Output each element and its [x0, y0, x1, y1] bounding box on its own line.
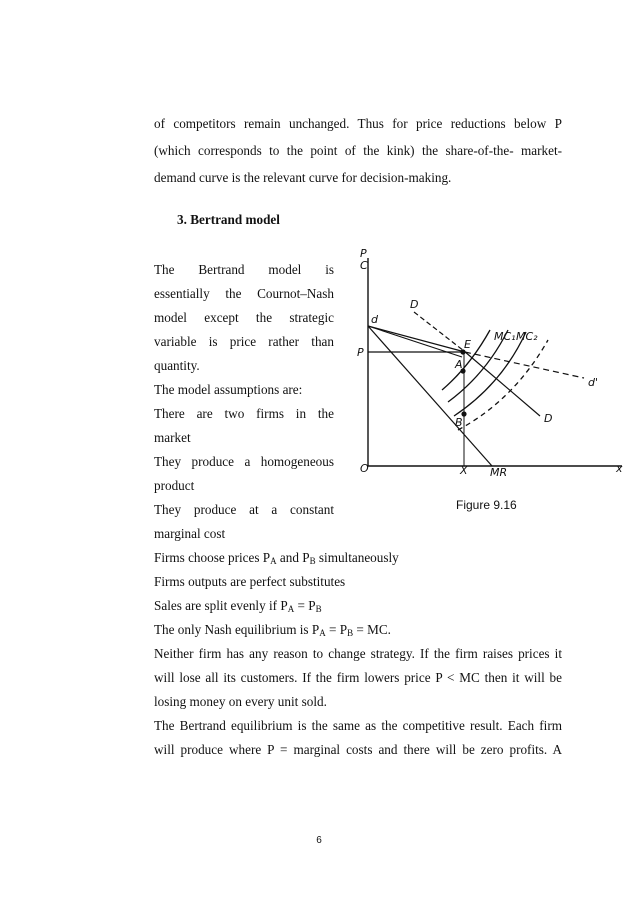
label-E: E — [464, 338, 471, 351]
label-MC1: MC₁ — [494, 330, 516, 343]
subscript-b: B — [315, 604, 322, 614]
subscript-b: B — [347, 628, 354, 638]
figure-caption: Figure 9.16 — [456, 498, 517, 512]
figure-9-16 — [352, 244, 632, 514]
assumptions-line5: product — [154, 478, 195, 493]
para2-line1: Neither firm has any reason to change strategy. If the firm raises prices it — [154, 646, 562, 661]
assumptions-line8-text2: and P — [276, 550, 310, 565]
demand-curve-d — [368, 326, 465, 352]
intro-line5: quantity. — [154, 358, 200, 373]
para3-line2: will produce where P = marginal costs and there will be zero profits. A — [154, 742, 562, 757]
para1-line1: of competitors remain unchanged. Thus for price reductions below P — [154, 116, 562, 131]
assumptions-line6: They produce at a constant — [154, 502, 334, 517]
assumptions-line11-text: The only Nash equilibrium is P — [154, 622, 320, 637]
assumptions-line11-text2: = P — [325, 622, 348, 637]
para2-line2: will lose all its customers. If the firm lowers price P < MC then it will be — [154, 670, 562, 685]
para3-line1: The Bertrand equilibrium is the same as the competitive result. Each firm — [154, 718, 562, 733]
subscript-a: A — [287, 604, 295, 614]
page-number: 6 — [316, 835, 322, 846]
subscript-a: A — [319, 628, 326, 638]
subscript-b: B — [309, 556, 316, 566]
assumptions-line2: There are two firms in the — [154, 406, 334, 421]
assumptions-line8-text: Firms choose prices P — [154, 550, 271, 565]
label-p-axis: P — [357, 346, 364, 359]
demand-curve-d-prime — [465, 352, 584, 378]
label-B: B — [455, 416, 463, 429]
label-O: O — [360, 462, 369, 475]
assumptions-line10-text2: = P — [294, 598, 316, 613]
mr-curve — [368, 326, 492, 466]
assumptions-line1: The model assumptions are: — [154, 382, 303, 397]
assumptions-line10 — [154, 598, 322, 614]
assumptions-line7: marginal cost — [154, 526, 226, 541]
label-d-prime: d' — [588, 376, 599, 389]
label-MR: MR — [490, 466, 508, 479]
section-heading: 3. Bertrand model — [177, 212, 280, 227]
assumptions-line4: They produce a homogeneous — [154, 454, 334, 469]
assumptions-line10-text: Sales are split evenly if P — [154, 598, 288, 613]
label-MC2: MC₂ — [516, 330, 538, 343]
label-d: d — [371, 313, 378, 326]
label-A: A — [455, 358, 463, 371]
label-c-top: C — [360, 259, 368, 272]
assumptions-line11-text3: = MC. — [353, 622, 391, 637]
intro-line3: model except the strategic — [154, 310, 334, 325]
label-D-top: D — [410, 298, 419, 311]
intro-line2: essentially the Cournot–Nash — [154, 286, 334, 301]
demand-curve-D — [464, 351, 540, 416]
label-X: X — [460, 464, 468, 477]
assumptions-line3: market — [154, 430, 191, 445]
intro-line4: variable is price rather than — [154, 334, 334, 349]
assumptions-line11 — [154, 622, 391, 638]
label-x-axis: x — [616, 462, 623, 475]
para2-line3: losing money on every unit sold. — [154, 694, 327, 709]
para1-line2: (which corresponds to the point of the kink) the share-of-the- market- — [154, 143, 562, 158]
subscript-a: A — [270, 556, 277, 566]
intro-line1: The Bertrand model is — [154, 262, 334, 277]
assumptions-line9: Firms outputs are perfect substitutes — [154, 574, 346, 589]
label-D-bottom: D — [544, 412, 553, 425]
label-p-top: P — [360, 247, 367, 260]
assumptions-line8 — [154, 550, 399, 566]
assumptions-line8-text3: simultaneously — [315, 550, 399, 565]
para1-line3: demand curve is the relevant curve for decision-making. — [154, 170, 452, 185]
